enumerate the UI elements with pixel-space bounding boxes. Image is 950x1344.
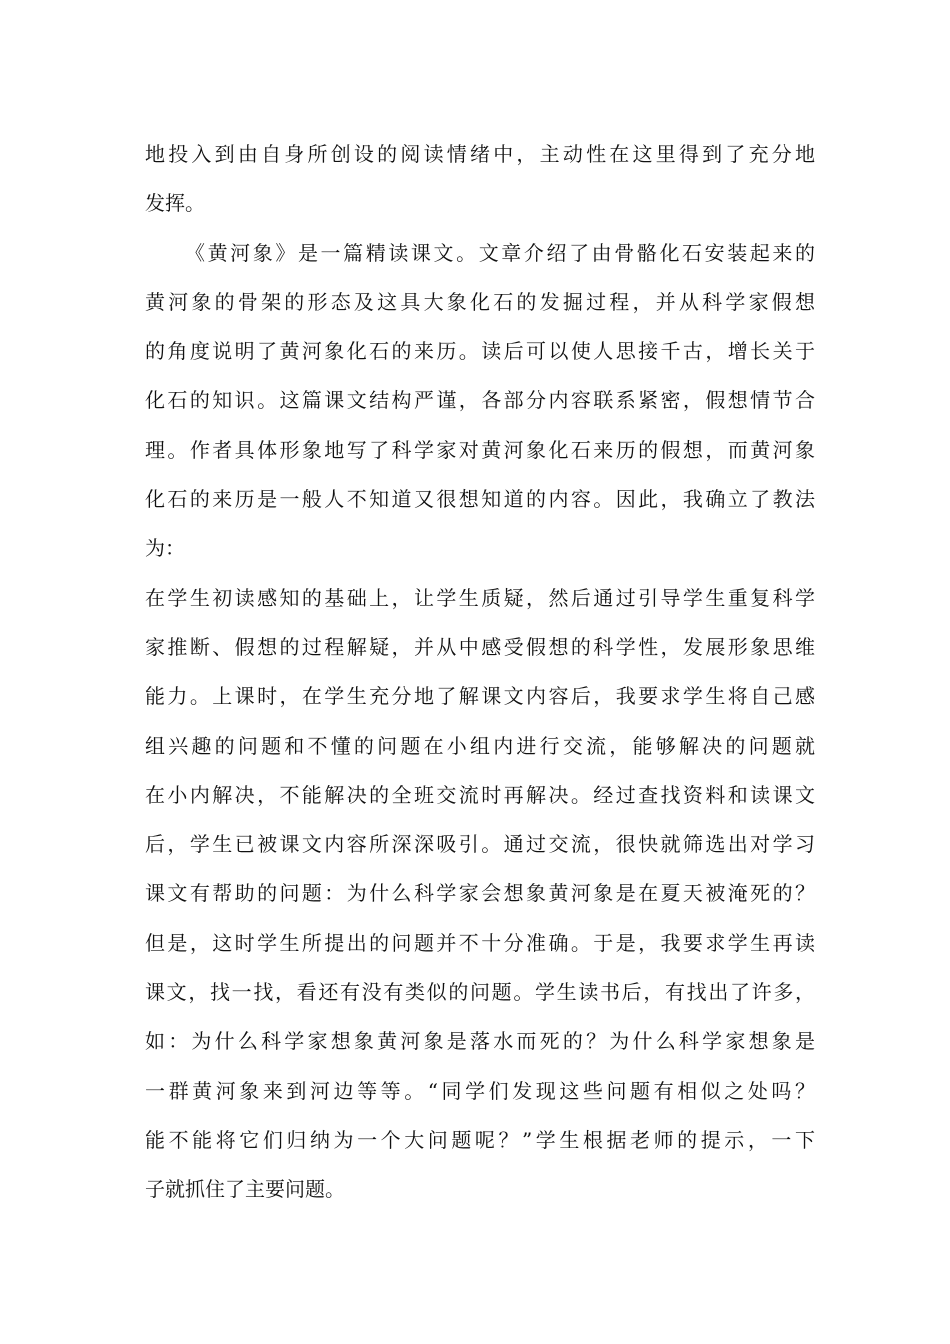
text-line-10: 在学生初读感知的基础上，让学生质疑，然后通过引导学生重复科学	[145, 585, 815, 610]
text-line-3: 《黄河象》是一篇精读课文。文章介绍了由骨骼化石安装起来的	[185, 240, 815, 265]
text-line-5: 的角度说明了黄河象化石的来历。读后可以使人思接千古，增长关于	[145, 339, 815, 364]
text-line-15: 后，学生已被课文内容所深深吸引。通过交流，很快就筛选出对学习	[145, 832, 815, 857]
text-line-19: 如：为什么科学家想象黄河象是落水而死的？为什么科学家想象是	[145, 1029, 815, 1054]
text-line-18: 课文，找一找，看还有没有类似的问题。学生读书后，有找出了许多，	[145, 980, 815, 1005]
text-line-22: 子就抓住了主要问题。	[145, 1177, 345, 1202]
text-line-6: 化石的知识。这篇课文结构严谨，各部分内容联系紧密，假想情节合	[145, 388, 815, 413]
text-line-9: 为：	[145, 536, 185, 561]
text-line-13: 组兴趣的问题和不懂的问题在小组内进行交流，能够解决的问题就	[145, 733, 815, 758]
text-line-7: 理。作者具体形象地写了科学家对黄河象化石来历的假想，而黄河象	[145, 437, 815, 462]
text-line-14: 在小内解决，不能解决的全班交流时再解决。经过查找资料和读课文	[145, 782, 815, 807]
text-line-16: 课文有帮助的问题：为什么科学家会想象黄河象是在夏天被淹死的？	[145, 881, 815, 906]
text-line-11: 家推断、假想的过程解疑，并从中感受假想的科学性，发展形象思维	[145, 634, 815, 659]
text-line-2: 发挥。	[145, 191, 205, 216]
text-line-20: 一群黄河象来到河边等等。“同学们发现这些问题有相似之处吗？	[145, 1078, 815, 1103]
text-line-21: 能不能将它们归纳为一个大问题呢？”学生根据老师的提示，一下	[145, 1127, 815, 1152]
text-line-8: 化石的来历是一般人不知道又很想知道的内容。因此，我确立了教法	[145, 487, 815, 512]
text-line-1: 地投入到由自身所创设的阅读情绪中，主动性在这里得到了充分地	[145, 142, 815, 166]
text-line-12: 能力。上课时，在学生充分地了解课文内容后，我要求学生将自己感	[145, 684, 815, 709]
body-text	[145, 130, 815, 1215]
text-line-4: 黄河象的骨架的形态及这具大象化石的发掘过程，并从科学家假想	[145, 289, 815, 314]
text-line-17: 但是，这时学生所提出的问题并不十分准确。于是，我要求学生再读	[145, 930, 815, 955]
